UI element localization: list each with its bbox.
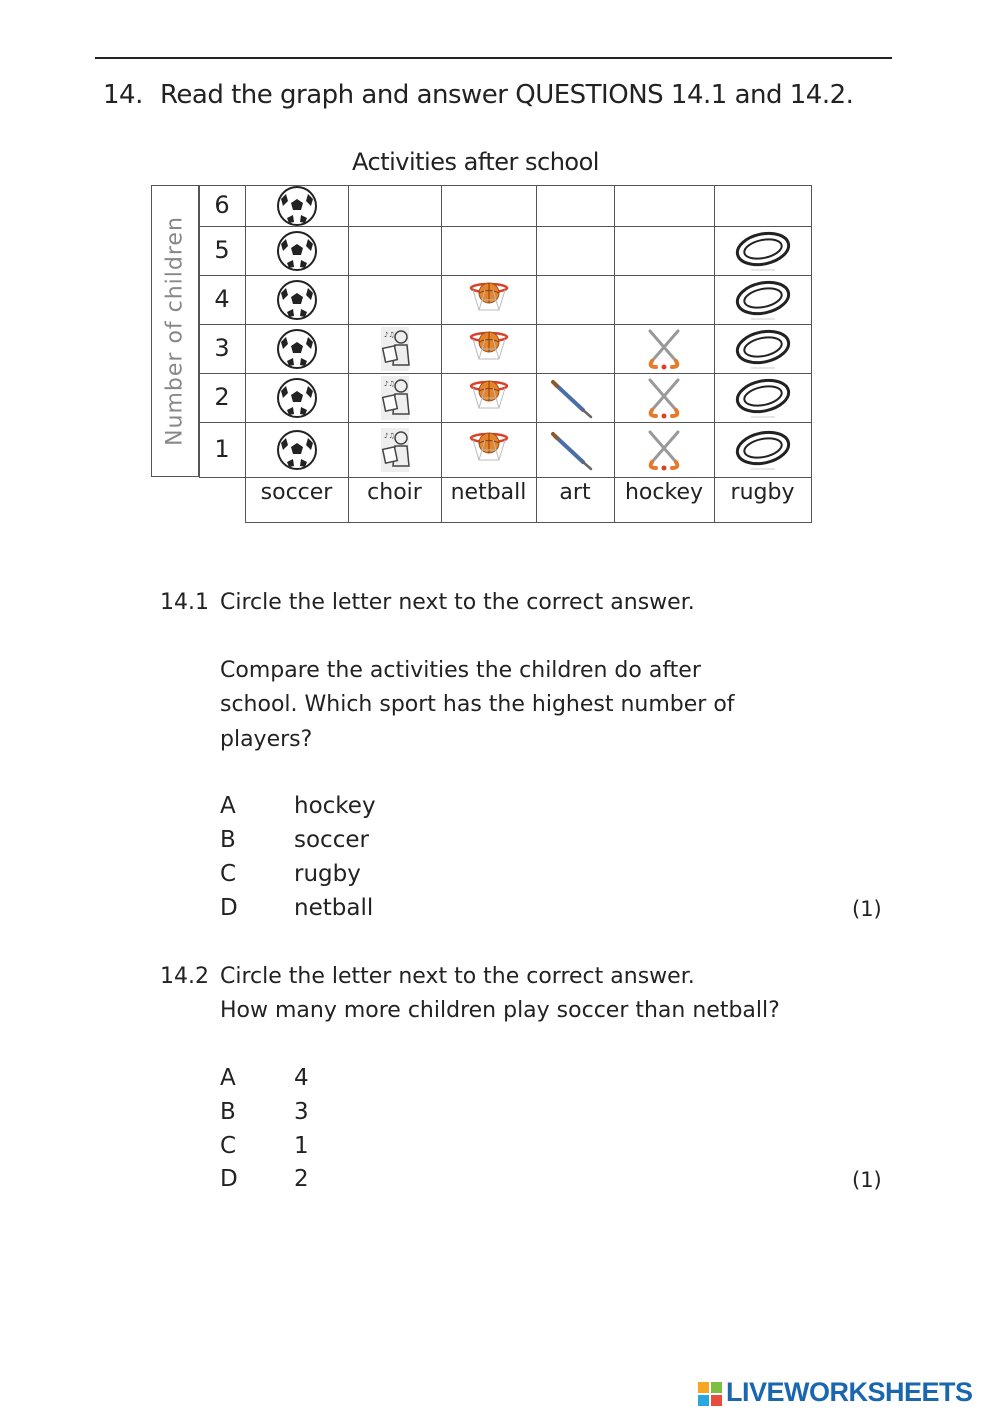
q142-number: 14.2 bbox=[160, 964, 209, 989]
grid-cell bbox=[614, 226, 715, 276]
grid-cell bbox=[614, 275, 715, 325]
question-text: Read the graph and answer QUESTIONS 14.1 and 14.2. bbox=[160, 80, 854, 110]
q141-line-3: players? bbox=[220, 727, 313, 752]
paintbrush-icon bbox=[545, 426, 605, 474]
question-number: 14. bbox=[103, 80, 143, 110]
q141-option-c-letter[interactable]: C bbox=[220, 861, 237, 887]
q141-option-a-text: hockey bbox=[294, 793, 376, 819]
hockey-sticks-icon bbox=[634, 325, 694, 373]
netball-hoop-icon bbox=[459, 276, 519, 324]
grid-cell bbox=[441, 226, 537, 276]
q142-option-c-letter[interactable]: C bbox=[220, 1133, 237, 1159]
soccer-ball-icon bbox=[267, 182, 327, 230]
category-label-rugby: rugby bbox=[730, 480, 795, 505]
q141-number: 14.1 bbox=[160, 590, 209, 615]
svg-text:♪♫: ♪♫ bbox=[383, 431, 395, 440]
q141-line-1: Compare the activities the children do after bbox=[220, 658, 701, 683]
grid-cell bbox=[348, 275, 442, 325]
q142-option-a-text: 4 bbox=[294, 1065, 309, 1091]
choir-singer-icon bbox=[365, 426, 425, 474]
category-label-art: art bbox=[559, 480, 591, 505]
q142-option-c-text: 1 bbox=[294, 1133, 309, 1159]
y-tick-label: 4 bbox=[214, 284, 230, 313]
q141-mark: (1) bbox=[852, 897, 882, 921]
hockey-sticks-icon bbox=[634, 426, 694, 474]
soccer-ball-icon bbox=[267, 426, 327, 474]
category-label-choir: choir bbox=[367, 480, 422, 505]
q142-option-d-text: 2 bbox=[294, 1166, 309, 1192]
soccer-ball-icon bbox=[267, 325, 327, 373]
q142-mark: (1) bbox=[852, 1168, 882, 1192]
svg-text:♪♫: ♪♫ bbox=[383, 379, 395, 388]
category-label-soccer: soccer bbox=[260, 480, 333, 505]
q142-option-d-letter[interactable]: D bbox=[220, 1166, 238, 1192]
category-label-netball: netball bbox=[450, 480, 527, 505]
grid-cell bbox=[536, 185, 615, 227]
grid-cell bbox=[614, 185, 715, 227]
q142-option-a-letter[interactable]: A bbox=[220, 1065, 236, 1091]
rugby-ball-icon bbox=[733, 227, 793, 275]
q141-line-2: school. Which sport has the highest number of bbox=[220, 692, 735, 717]
y-tick-label: 6 bbox=[214, 190, 230, 219]
netball-hoop-icon bbox=[459, 325, 519, 373]
grid-cell bbox=[348, 226, 442, 276]
q141-option-d-letter[interactable]: D bbox=[220, 895, 238, 921]
netball-hoop-icon bbox=[459, 374, 519, 422]
grid-cell bbox=[536, 226, 615, 276]
q141-option-c-text: rugby bbox=[294, 861, 361, 887]
q141-option-a-letter[interactable]: A bbox=[220, 793, 236, 819]
rugby-ball-icon bbox=[733, 276, 793, 324]
y-tick-label: 5 bbox=[214, 235, 230, 264]
q141-instruction: Circle the letter next to the correct answer. bbox=[220, 590, 695, 615]
choir-singer-icon bbox=[365, 325, 425, 373]
rugby-ball-icon bbox=[733, 325, 793, 373]
grid-cell bbox=[536, 324, 615, 374]
grid-cell bbox=[348, 185, 442, 227]
soccer-ball-icon bbox=[267, 227, 327, 275]
grid-cell bbox=[714, 185, 812, 227]
category-label-hockey: hockey bbox=[624, 480, 703, 505]
rugby-ball-icon bbox=[733, 374, 793, 422]
y-tick-label: 2 bbox=[214, 382, 230, 411]
grid-cell bbox=[441, 185, 537, 227]
q141-option-d-text: netball bbox=[294, 895, 374, 921]
q142-option-b-text: 3 bbox=[294, 1099, 309, 1125]
svg-text:♪♫: ♪♫ bbox=[383, 330, 395, 339]
liveworksheets-brand: LIVEWORKSHEETS bbox=[726, 1377, 973, 1407]
grid-cell bbox=[536, 275, 615, 325]
q142-option-b-letter[interactable]: B bbox=[220, 1099, 236, 1125]
soccer-ball-icon bbox=[267, 276, 327, 324]
y-axis-label: Number of children bbox=[162, 216, 188, 446]
rugby-ball-icon bbox=[733, 426, 793, 474]
chart-title: Activities after school bbox=[352, 148, 599, 176]
netball-hoop-icon bbox=[459, 426, 519, 474]
hockey-sticks-icon bbox=[634, 374, 694, 422]
liveworksheets-logo-icon bbox=[698, 1382, 722, 1406]
soccer-ball-icon bbox=[267, 374, 327, 422]
y-tick-label: 3 bbox=[214, 333, 230, 362]
q141-option-b-text: soccer bbox=[294, 827, 369, 853]
choir-singer-icon bbox=[365, 374, 425, 422]
top-rule bbox=[95, 57, 892, 59]
q142-question: How many more children play soccer than netball? bbox=[220, 998, 780, 1023]
paintbrush-icon bbox=[545, 374, 605, 422]
y-tick-label: 1 bbox=[214, 434, 230, 463]
q141-option-b-letter[interactable]: B bbox=[220, 827, 236, 853]
q142-instruction: Circle the letter next to the correct answer. bbox=[220, 964, 695, 989]
